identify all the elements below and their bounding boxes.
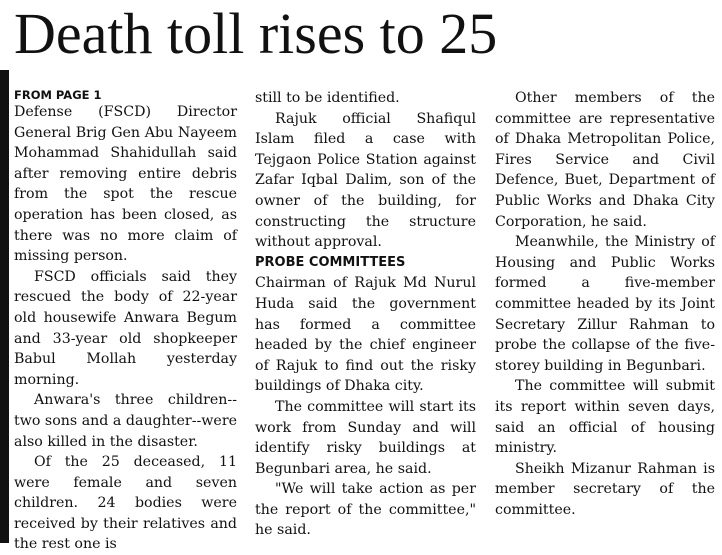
paragraph: Of the 25 deceased, 11 were female and seven children. 24 bodies were received by their relatives and the rest one is xyxy=(14,454,237,553)
subheading: PROBE COMMITTEES xyxy=(255,254,406,270)
paragraph: The committee will start its work from Sunday and will identify risky buildings at Begunbari area, he said. xyxy=(255,398,476,477)
paragraph: Other members of the committee are representative of Dhaka Metropolitan Police, Fires Service and Civil Defence, Buet, Department of Public Works and Dhaka City Corporation, he said. xyxy=(495,90,715,230)
continuation-kicker: FROM PAGE 1 xyxy=(14,88,102,102)
article-column-2 xyxy=(255,88,476,543)
paragraph: still to be identified. xyxy=(255,90,400,106)
paragraph: Chairman of Rajuk Md Nurul Huda said the government has formed a committee headed by the chief engineer of Rajuk to find out the risky buildings of Dhaka city. xyxy=(255,275,476,395)
paragraph: Rajuk official Shafiqul Islam filed a case with Tejgaon Police Station against Zafar Iqbal Dalim, son of the owner of the building, for constructing the structure without approval. xyxy=(255,110,476,251)
paragraph: Sheikh Mizanur Rahman is member secretary of the committee. xyxy=(495,460,715,518)
paragraph: "We will take action as per the report of the committee," he said. xyxy=(255,481,476,539)
paragraph: FSCD officials said they rescued the body of 22-year old housewife Anwara Begum and 33-year old shopkeeper Babul Mollah yesterday morning. xyxy=(14,268,237,388)
paragraph: Meanwhile, the Ministry of Housing and Public Works formed a five-member committee headed by its Joint Secretary Zillur Rahman to probe the collapse of the five-storey building in Begunbari. xyxy=(495,234,715,374)
paragraph: Anwara's three children--two sons and a daughter--were also killed in the disaster. xyxy=(14,392,237,450)
column-rule xyxy=(0,70,9,543)
headline: Death toll rises to 25 xyxy=(14,1,498,66)
article-column-3 xyxy=(495,88,715,543)
paragraph: Defense (FSCD) Director General Brig Gen Abu Nayeem Mohammad Shahidullah said after removing entire debris from the spot the rescue operation has been closed, as there was no more claim of missing person. xyxy=(14,104,237,265)
paragraph: The committee will submit its report within seven days, said an official of housing ministry. xyxy=(495,378,715,457)
article-column-1 xyxy=(14,88,237,553)
